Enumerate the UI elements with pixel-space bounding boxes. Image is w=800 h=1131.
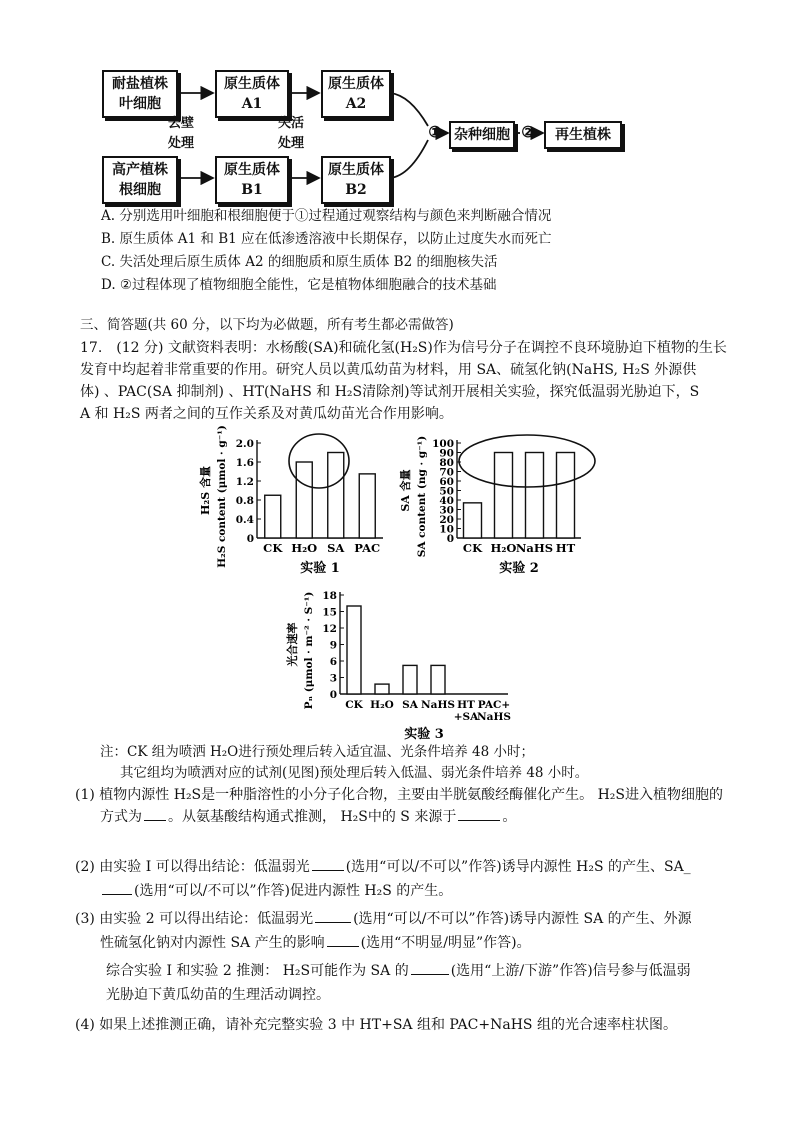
bar bbox=[296, 462, 312, 538]
x-tick-label: NaHS bbox=[515, 541, 554, 555]
bar bbox=[495, 453, 513, 539]
chart-experiment-2 bbox=[395, 425, 595, 580]
x-tick-label: HT bbox=[457, 699, 475, 711]
q3-line-2 bbox=[100, 932, 531, 954]
x-tick-label: PAC bbox=[354, 541, 381, 555]
q2-line-1 bbox=[75, 856, 691, 878]
y-axis-label: Pₙ (μmol · m⁻² · S⁻¹) bbox=[303, 591, 315, 710]
y-tick-label: 1.6 bbox=[235, 457, 254, 469]
x-tick-label: SA bbox=[327, 541, 345, 555]
x-tick-label: HT bbox=[555, 541, 576, 555]
x-tick-label: CK bbox=[462, 541, 483, 555]
q3-line-4: 光胁迫下黄瓜幼苗的生理活动调控。 bbox=[106, 987, 330, 1003]
y-tick-label: 0 bbox=[329, 689, 337, 701]
wall-removal-label bbox=[166, 114, 196, 154]
label-line: 去壁 bbox=[167, 116, 194, 131]
q17-line-3: 体) 、PAC(SA 抑制剂) 、HT(NaHS 和 H₂S清除剂)等试剂开展相关实验，探究低温弱光胁迫下，S bbox=[80, 384, 700, 400]
box-line: 原生质体 bbox=[224, 76, 280, 92]
y-tick-label: 40 bbox=[439, 495, 454, 507]
q3-line-3 bbox=[106, 960, 691, 982]
salt-tolerant-leaf-cell-box bbox=[102, 70, 178, 118]
step-2-marker: ② bbox=[521, 123, 535, 141]
y-tick-label: 9 bbox=[329, 639, 337, 652]
q1-text-c: 。 bbox=[502, 809, 517, 825]
q3-text-c: 性硫氢化钠对内源性 SA 产生的影响 bbox=[100, 935, 325, 951]
box-line: 耐盐植株 bbox=[112, 76, 168, 92]
y-tick-label: 3 bbox=[329, 672, 337, 685]
bar bbox=[403, 665, 417, 694]
q1-line-1: (1) 植物内源性 H₂S是一种脂溶性的小分子化合物，主要由半胱氨酸经酶催化产生。 H₂S进入植物细胞的 bbox=[75, 787, 724, 803]
bar bbox=[328, 453, 344, 539]
bar bbox=[464, 503, 482, 538]
protoplast-a2-box bbox=[321, 70, 391, 118]
protoplast-a1-box bbox=[215, 70, 289, 118]
note-line-2: 其它组均为喷洒对应的试剂(见图)预处理后转入低温、弱光条件培养 48 小时。 bbox=[120, 765, 589, 781]
q17-line-1: 17. (12 分) 文献资料表明：水杨酸(SA)和硫化氢(H₂S)作为信号分子在调控不良环境胁迫下植物的生长 bbox=[80, 340, 727, 356]
regenerated-plant-box bbox=[544, 121, 622, 149]
label-line: 处理 bbox=[277, 136, 304, 151]
high-yield-root-cell-box bbox=[102, 156, 178, 204]
box-line: B2 bbox=[345, 182, 367, 198]
x-tick-label: NaHS bbox=[477, 711, 511, 723]
box-line: 高产植株 bbox=[112, 162, 168, 178]
q1-blank-source[interactable] bbox=[458, 806, 500, 821]
y-tick-label: 70 bbox=[439, 466, 454, 479]
x-tick-label: CK bbox=[263, 541, 283, 555]
y-axis-title: 光合速率 bbox=[286, 622, 299, 667]
x-tick-label: H₂O bbox=[291, 541, 318, 555]
x-tick-label: CK bbox=[345, 699, 363, 711]
box-line: B1 bbox=[241, 182, 263, 198]
chart-title: 实验 2 bbox=[499, 561, 539, 576]
option-b: B. 原生质体 A1 和 B1 应在低渗透溶液中长期保存，以防止过度失水而死亡 bbox=[101, 231, 552, 247]
protoplast-b1-box bbox=[215, 156, 289, 204]
y-tick-label: 0 bbox=[446, 533, 454, 545]
y-tick-label: 1.2 bbox=[235, 476, 254, 488]
y-tick-label: 10 bbox=[439, 523, 454, 536]
label-line: 处理 bbox=[167, 136, 194, 151]
y-axis-label: H₂S content (μmol · g⁻¹) bbox=[216, 425, 228, 568]
y-tick-label: 30 bbox=[439, 504, 454, 517]
x-tick-label: SA bbox=[402, 699, 418, 711]
q2-text-a: (2) 由实验 I 可以得出结论：低温弱光 bbox=[75, 859, 310, 875]
y-tick-label: 20 bbox=[439, 514, 454, 526]
q3-line-1 bbox=[75, 908, 692, 930]
bar bbox=[431, 665, 445, 694]
y-tick-label: 18 bbox=[322, 590, 337, 602]
y-tick-label: 0.8 bbox=[235, 495, 254, 507]
q3-blank-1[interactable] bbox=[315, 908, 351, 923]
q2-blank-2[interactable] bbox=[102, 880, 132, 895]
y-tick-label: 80 bbox=[439, 457, 454, 469]
bar bbox=[265, 495, 281, 538]
box-line: 叶细胞 bbox=[119, 96, 161, 112]
option-c: C. 失活处理后原生质体 A2 的细胞质和原生质体 B2 的细胞核失活 bbox=[101, 254, 498, 270]
q3-text-f: (选用“上游/下游”作答)信号参与低温弱 bbox=[450, 963, 691, 979]
box-line: 杂种细胞 bbox=[454, 127, 510, 143]
x-tick-label: +SA bbox=[453, 711, 479, 723]
q1-text-b: 。从氨基酸结构通式推测， H₂S中的 S 来源于 bbox=[168, 809, 457, 825]
x-tick-label: H₂O bbox=[370, 699, 394, 711]
q4-line: (4) 如果上述推测正确，请补充完整实验 3 中 HT+SA 组和 PAC+NaHS 组的光合速率柱状图。 bbox=[75, 1017, 677, 1033]
q2-text-c: (选用“可以/不可以”作答)促进内源性 H₂S 的产生。 bbox=[134, 883, 453, 899]
q3-text-b: (选用“可以/不可以”作答)诱导内源性 SA 的产生、外源 bbox=[353, 911, 692, 927]
y-axis-title: SA 含量 bbox=[399, 469, 412, 512]
inactivation-label bbox=[276, 114, 306, 154]
q17-line-4: A 和 H₂S 两者之间的互作关系及对黄瓜幼苗光合作用影响。 bbox=[80, 406, 453, 422]
y-axis-label: SA content (ng · g⁻¹) bbox=[416, 435, 428, 558]
q3-blank-3[interactable] bbox=[411, 960, 449, 975]
box-line: 原生质体 bbox=[224, 162, 280, 178]
y-tick-label: 2.0 bbox=[235, 438, 254, 450]
q2-text-b: (选用“可以/不可以”作答)诱导内源性 H₂S 的产生、SA_ bbox=[345, 859, 691, 875]
x-tick-label: NaHS bbox=[421, 699, 455, 711]
q3-text-d: (选用“不明显/明显”作答)。 bbox=[360, 935, 531, 951]
chart-title: 实验 3 bbox=[404, 727, 444, 742]
box-line: A2 bbox=[345, 96, 367, 112]
note-line-1: 注：CK 组为喷洒 H₂O进行预处理后转入适宜温、光条件培养 48 小时； bbox=[100, 744, 535, 760]
x-tick-label: H₂O bbox=[490, 541, 517, 555]
chart-experiment-3 bbox=[286, 585, 520, 742]
protoplast-b2-box bbox=[321, 156, 391, 204]
box-line: 再生植株 bbox=[555, 127, 611, 143]
q3-text-e: 综合实验 I 和实验 2 推测： H₂S可能作为 SA 的 bbox=[106, 963, 409, 979]
bar bbox=[347, 606, 361, 694]
bar bbox=[359, 474, 375, 538]
chart-experiment-1 bbox=[195, 425, 395, 580]
y-tick-label: 100 bbox=[432, 438, 454, 450]
box-line: 原生质体 bbox=[328, 76, 384, 92]
box-line: 根细胞 bbox=[119, 182, 161, 198]
label-line: 失活 bbox=[277, 116, 304, 131]
q1-text-a: 方式为 bbox=[100, 809, 142, 825]
chart-title: 实验 1 bbox=[300, 561, 340, 576]
box-line: A1 bbox=[241, 96, 263, 112]
option-a: A. 分别选用叶细胞和根细胞便于①过程通过观察结构与颜色来判断融合情况 bbox=[101, 208, 552, 224]
y-axis-title: H₂S 含量 bbox=[199, 466, 212, 515]
y-tick-label: 0.4 bbox=[235, 514, 254, 526]
q3-text-a: (3) 由实验 2 可以得出结论：低温弱光 bbox=[75, 911, 314, 927]
y-tick-label: 0 bbox=[246, 533, 254, 545]
bar bbox=[526, 453, 544, 539]
step-1-marker: ① bbox=[428, 123, 442, 141]
bar bbox=[375, 684, 389, 694]
bar bbox=[557, 453, 575, 539]
q1-blank-transport[interactable] bbox=[144, 806, 166, 821]
option-d: D. ②过程体现了植物细胞全能性，它是植物体细胞融合的技术基础 bbox=[101, 277, 497, 293]
q17-line-2: 发育中均起着非常重要的作用。研究人员以黄瓜幼苗为材料，用 SA、硫氢化钠(NaHS, H₂S 外源供 bbox=[80, 362, 697, 378]
y-tick-label: 90 bbox=[439, 447, 454, 460]
q1-line-2 bbox=[100, 806, 516, 828]
hybrid-cell-box bbox=[449, 121, 515, 149]
box-line: 原生质体 bbox=[328, 162, 384, 178]
y-tick-label: 12 bbox=[322, 623, 337, 635]
q3-blank-2[interactable] bbox=[327, 932, 359, 947]
y-tick-label: 60 bbox=[439, 476, 454, 488]
y-tick-label: 50 bbox=[439, 485, 454, 498]
y-tick-label: 6 bbox=[329, 656, 337, 668]
section-title: 三、简答题(共 60 分，以下均为必做题，所有考生都必需做答) bbox=[80, 317, 454, 333]
q2-blank-1[interactable] bbox=[312, 856, 344, 871]
x-tick-label: PAC+ bbox=[477, 699, 511, 711]
q2-line-2 bbox=[100, 880, 452, 902]
y-tick-label: 15 bbox=[322, 606, 337, 619]
